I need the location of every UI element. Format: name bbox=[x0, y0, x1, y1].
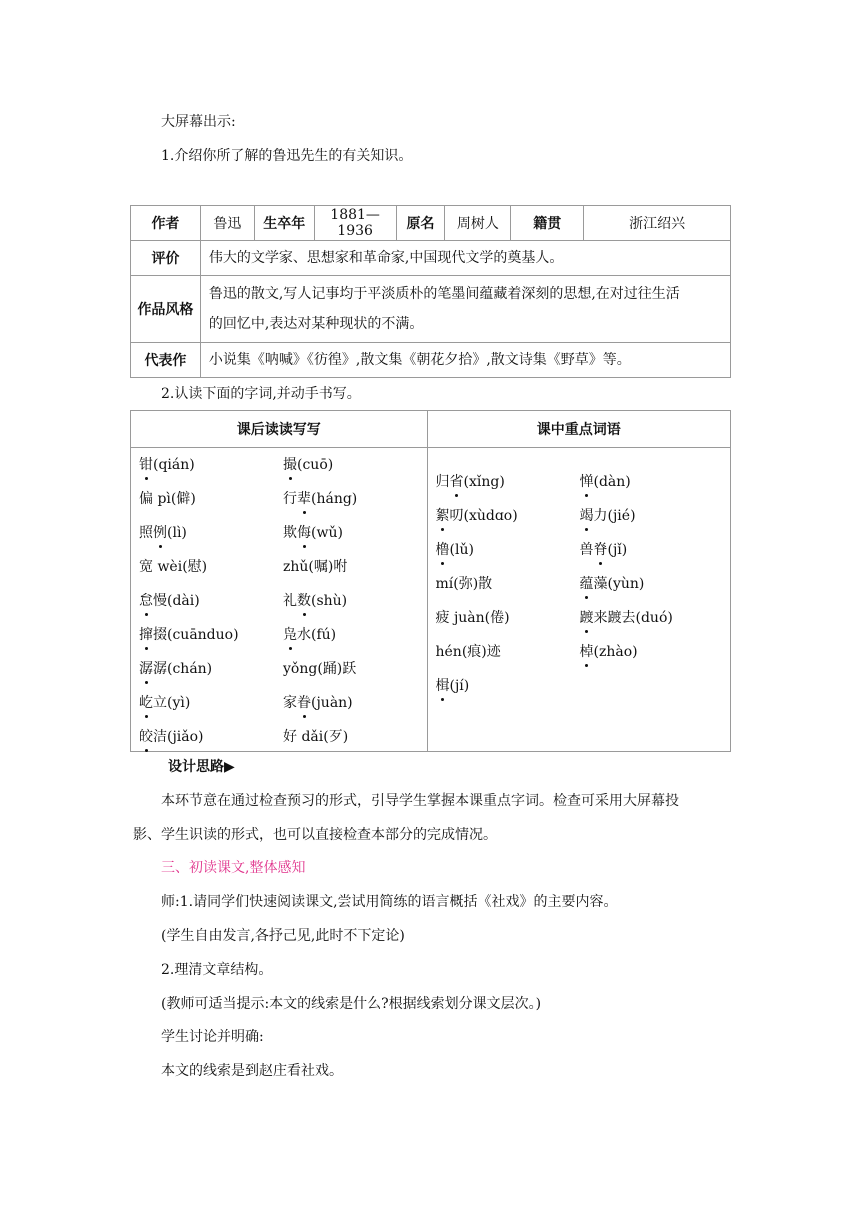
vocab-word bbox=[139, 726, 204, 746]
vocab-word-text: (juàn) bbox=[311, 695, 353, 711]
vocab-key-char: 例 bbox=[153, 522, 167, 542]
vocab-word bbox=[283, 624, 336, 644]
works-value: 小说集《呐喊》《彷徨》,散文集《朝花夕拾》,散文诗集《野草》等。 bbox=[200, 343, 730, 378]
vocab-key-char: 脊 bbox=[594, 539, 608, 559]
style-line-2: 的回忆中,表达对某种现状的不满。 bbox=[208, 316, 424, 332]
vocab-key-char: 惮 bbox=[580, 471, 594, 491]
style-label: 作品风格 bbox=[131, 276, 201, 343]
vocab-word bbox=[436, 607, 510, 627]
vocab-word-text: 来踱去(duó) bbox=[593, 610, 673, 626]
vocab-word bbox=[139, 454, 195, 474]
vocab-key-char: 絮 bbox=[436, 505, 450, 525]
years-label: 生卒年 bbox=[254, 206, 314, 241]
vocab-word-text: yǒng(踊)跃 bbox=[283, 661, 357, 677]
vocab-word bbox=[283, 454, 333, 474]
section-3-title: 三、初读课文,整体感知 bbox=[161, 860, 306, 876]
vocab-word bbox=[139, 658, 212, 678]
vocab-word bbox=[139, 692, 190, 712]
vocab-word-text: (cuō) bbox=[297, 457, 334, 473]
vocabulary-table bbox=[130, 410, 731, 752]
vocab-word-text: 立(yì) bbox=[153, 695, 191, 711]
vocab-word bbox=[580, 471, 631, 491]
vocab-word bbox=[283, 692, 353, 712]
vocab-word-text: (háng) bbox=[311, 491, 358, 507]
vocab-word bbox=[436, 505, 518, 525]
section-3-line-6: 本文的线索是到赵庄看社戏。 bbox=[161, 1063, 343, 1079]
original-name-label: 原名 bbox=[396, 206, 445, 241]
section-3-line-4: (教师可适当提示:本文的线索是什么?根据线索划分课文层次。) bbox=[161, 996, 542, 1012]
design-paragraph-line-1: 本环节意在通过检查预习的形式，引导学生掌握本课重点字词。检查可采用大屏幕投 bbox=[161, 793, 679, 809]
intro-screen: 大屏幕出示: bbox=[161, 114, 236, 130]
vocab-word bbox=[580, 505, 636, 525]
vocab-word-text: 偏 pì(僻) bbox=[139, 491, 196, 507]
vocab-word-text: (jí) bbox=[449, 678, 470, 694]
vocab-left-header: 课后读读写写 bbox=[131, 411, 428, 448]
vocab-word-text: 宽 wèi(慰) bbox=[139, 559, 208, 575]
author-info-table bbox=[130, 205, 731, 378]
vocab-word-text: (zhào) bbox=[593, 644, 638, 660]
native-place-value: 浙江绍兴 bbox=[584, 206, 731, 241]
vocab-key-char: 辈 bbox=[297, 488, 311, 508]
vocab-left-cell bbox=[131, 448, 428, 752]
vocab-key-char: 皎 bbox=[139, 726, 153, 746]
vocab-word-text: (lì) bbox=[167, 525, 187, 541]
question-2: 2.认读下面的字词,并动手书写。 bbox=[161, 386, 361, 402]
vocab-word-text: 掇(cuānduo) bbox=[153, 627, 239, 643]
vocab-word bbox=[580, 607, 673, 627]
vocab-word-text: zhǔ(嘱)咐 bbox=[283, 559, 348, 575]
vocab-right-header: 课中重点词语 bbox=[427, 411, 731, 448]
vocab-word bbox=[139, 556, 207, 576]
vocab-key-char: 蕴 bbox=[580, 573, 594, 593]
evaluation-value: 伟大的文学家、思想家和革命家,中国现代文学的奠基人。 bbox=[200, 241, 730, 276]
vocab-word-text: (jǐ) bbox=[607, 542, 628, 558]
vocab-word bbox=[139, 488, 196, 508]
vocab-word-text: 力(jié) bbox=[593, 508, 636, 524]
vocab-key-char: 钳 bbox=[139, 454, 153, 474]
vocab-key-char: 撮 bbox=[283, 454, 297, 474]
section-3-line-3: 2.理清文章结构。 bbox=[161, 962, 273, 978]
vocab-key-char: 省 bbox=[450, 471, 464, 491]
vocab-word-text: (lǔ) bbox=[449, 542, 474, 558]
vocab-word-text: 洁(jiǎo) bbox=[153, 729, 204, 745]
vocab-key-char: 凫 bbox=[283, 624, 297, 644]
question-1: 1.介绍你所了解的鲁迅先生的有关知识。 bbox=[161, 148, 413, 164]
vocab-key-char: 屹 bbox=[139, 692, 153, 712]
vocab-key-char: 眷 bbox=[297, 692, 311, 712]
native-place-label: 籍贯 bbox=[511, 206, 584, 241]
vocab-word-text: (wǔ) bbox=[311, 525, 343, 541]
vocab-word-text: 藻(yùn) bbox=[593, 576, 645, 592]
vocab-word-text: 潺(chán) bbox=[153, 661, 213, 677]
years-value: 1881—1936 bbox=[314, 206, 396, 241]
vocab-word-text: 照 bbox=[139, 525, 153, 541]
vocab-word-text: 家 bbox=[283, 695, 297, 711]
author-value: 鲁迅 bbox=[200, 206, 254, 241]
vocab-word bbox=[436, 675, 470, 695]
vocab-word bbox=[436, 641, 501, 661]
vocab-word bbox=[139, 624, 239, 644]
style-value bbox=[200, 276, 730, 343]
vocab-right-cell bbox=[427, 448, 731, 752]
works-label: 代表作 bbox=[131, 343, 201, 378]
vocab-word bbox=[580, 641, 638, 661]
vocab-word bbox=[436, 539, 474, 559]
vocab-word-text: 疲 juàn(倦) bbox=[435, 610, 510, 626]
vocab-word bbox=[139, 590, 200, 610]
section-3-line-2: (学生自由发言,各抒己见,此时不下定论) bbox=[161, 928, 405, 944]
vocab-key-char: 撺 bbox=[139, 624, 153, 644]
vocab-word bbox=[436, 573, 493, 593]
vocab-word-text: 礼 bbox=[283, 593, 297, 609]
style-line-1: 鲁迅的散文,写人记事均于平淡质朴的笔墨间蕴藏着深刻的思想,在对过往生活 bbox=[208, 286, 680, 302]
vocab-word-text: 行 bbox=[283, 491, 297, 507]
design-paragraph-line-2: 影、学生识读的形式，也可以直接检查本部分的完成情况。 bbox=[133, 827, 497, 843]
vocab-word bbox=[283, 726, 348, 746]
vocab-key-char: 棹 bbox=[580, 641, 594, 661]
vocab-word-text: 好 dǎi(歹) bbox=[283, 729, 349, 745]
vocab-word-text: 叨(xùdɑo) bbox=[449, 508, 518, 524]
vocab-word-text: 归 bbox=[435, 474, 450, 490]
vocab-key-char: 数 bbox=[297, 590, 311, 610]
vocab-word-text: hén(痕)迹 bbox=[435, 644, 501, 660]
vocab-word bbox=[283, 522, 343, 542]
vocab-key-char: 竭 bbox=[580, 505, 594, 525]
vocab-word bbox=[283, 556, 347, 576]
vocab-word-text: mí(弥)散 bbox=[435, 576, 493, 592]
vocab-word bbox=[283, 590, 347, 610]
vocab-word-text: 欺 bbox=[283, 525, 297, 541]
vocab-key-char: 怠 bbox=[139, 590, 153, 610]
vocab-word bbox=[580, 539, 628, 559]
vocab-word-text: (qián) bbox=[153, 457, 195, 473]
vocab-word bbox=[283, 658, 356, 678]
author-label: 作者 bbox=[131, 206, 201, 241]
vocab-word-text: 水(fú) bbox=[297, 627, 337, 643]
vocab-word-text: 兽 bbox=[579, 542, 594, 558]
vocab-word-text: 慢(dài) bbox=[153, 593, 200, 609]
vocab-word bbox=[283, 488, 357, 508]
section-3-line-1: 师:1.请同学们快速阅读课文,尝试用简练的语言概括《社戏》的主要内容。 bbox=[161, 894, 618, 910]
vocab-word-text: (shù) bbox=[311, 593, 348, 609]
vocab-key-char: 踱 bbox=[580, 607, 594, 627]
vocab-word-text: (xǐng) bbox=[463, 474, 505, 490]
vocab-key-char: 潺 bbox=[139, 658, 153, 678]
original-name-value: 周树人 bbox=[445, 206, 511, 241]
vocab-word bbox=[580, 573, 645, 593]
vocab-key-char: 橹 bbox=[436, 539, 450, 559]
vocab-key-char: 侮 bbox=[297, 522, 311, 542]
vocab-word bbox=[139, 522, 187, 542]
section-3-line-5: 学生讨论并明确: bbox=[161, 1029, 264, 1045]
design-label: 设计思路▶ bbox=[168, 759, 235, 775]
vocab-word-text: (dàn) bbox=[593, 474, 631, 490]
vocab-word bbox=[436, 471, 505, 491]
evaluation-label: 评价 bbox=[131, 241, 201, 276]
vocab-key-char: 楫 bbox=[436, 675, 450, 695]
